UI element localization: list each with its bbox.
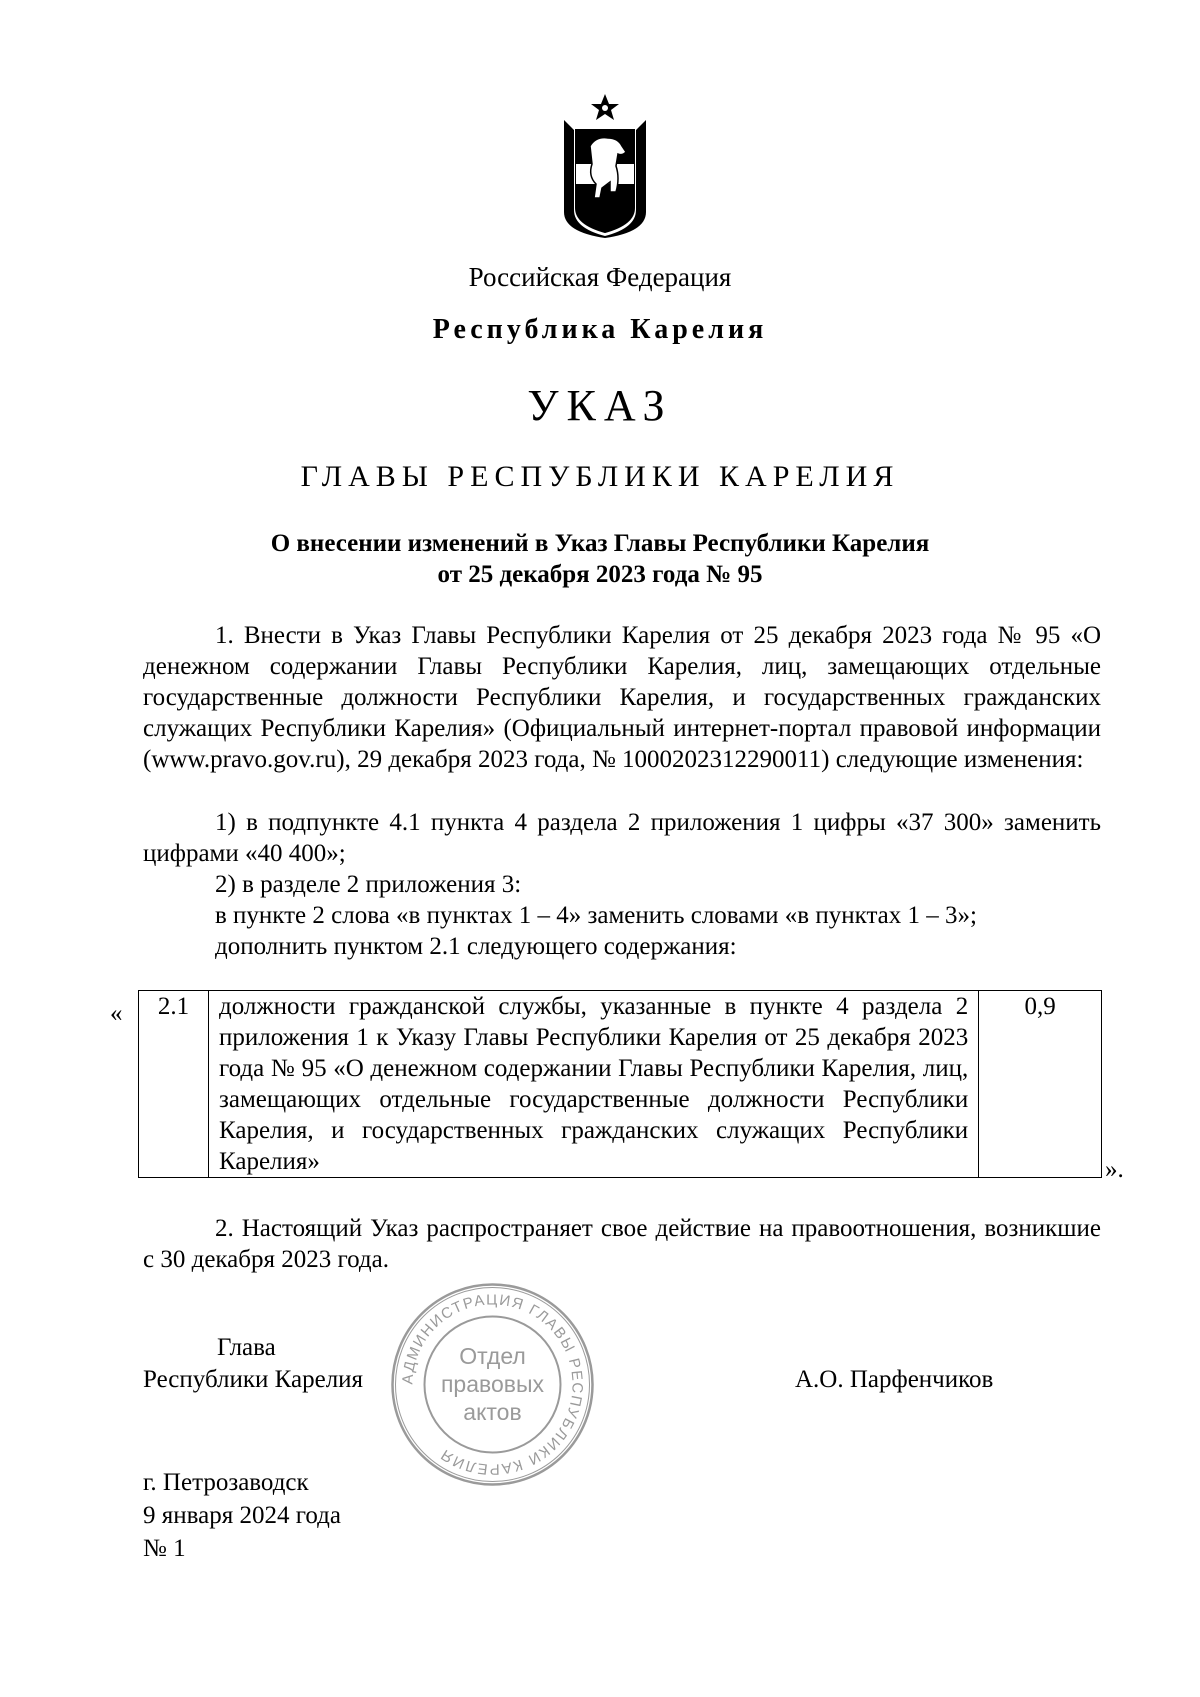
coat-of-arms-emblem <box>560 92 650 238</box>
clause-1-subitem-2b: дополнить пунктом 2.1 следующего содержания: <box>215 933 737 960</box>
clause-1-subitem-2a: в пункте 2 слова «в пунктах 1 – 4» заменить словами «в пунктах 1 – 3»; <box>215 902 977 929</box>
close-quote-mark: ». <box>1105 1156 1124 1183</box>
open-quote-mark: « <box>110 1000 123 1027</box>
signatory-title-line-2: Республики Карелия <box>143 1366 364 1393</box>
city: г. Петрозаводск <box>143 1469 309 1496</box>
decree-date: 9 января 2024 года <box>143 1502 341 1529</box>
clause-1-subitem-2: 2) в разделе 2 приложения 3: <box>215 871 522 898</box>
republic-heading: Республика Карелия <box>432 314 768 345</box>
official-stamp <box>390 1282 595 1487</box>
clause-1-subitem-1: 1) в подпункте 4.1 пункта 4 раздела 2 приложения 1 цифры «37 300» заменить цифрами «40 400»; <box>143 809 1101 867</box>
table-cell-text: должности гражданской службы, указанные в пункте 4 раздела 2 приложения 1 к Указу Главы Республики Карелия от 25 декабря 2023 года № 95 «О денежном содержании Главы Республики Карелия, лиц, замещающих отдельные государственные должности Республики Карелия, и государственных гражданских служащих Республики Карелия» <box>209 991 979 1178</box>
stamp-center-line-3: актов <box>463 1399 522 1425</box>
stamp-center-line-1: Отдел <box>459 1343 526 1369</box>
stamp-center-line-2: правовых <box>440 1371 545 1397</box>
clause-1: 1. Внести в Указ Главы Республики Карелия от 25 декабря 2023 года № 95 «О денежном содержании Главы Республики Карелия, лиц, замещающих отдельные государственные должности Республики Карелия, и государственных гражданских служащих Республики Карелия» (Официальный интернет-портал правовой информации (www.pravo.gov.ru), 29 декабря 2023 года, № 1000202312290011) следующие изменения: <box>143 622 1101 773</box>
table-row <box>139 991 1102 1178</box>
signatory-title-line-1: Глава <box>217 1334 276 1361</box>
stamp-ring-text: АДМИНИСТРАЦИЯ ГЛАВЫ РЕСПУБЛИКИ КАРЕЛИЯ <box>399 1291 586 1478</box>
decree-number: № 1 <box>143 1535 186 1562</box>
country-heading: Российская Федерация <box>468 262 732 292</box>
table-cell-coefficient: 0,9 <box>979 991 1102 1178</box>
insert-table <box>138 990 1102 1178</box>
subject-line-1: О внесении изменений в Указ Главы Республики Карелия <box>270 530 930 557</box>
clause-2: 2. Настоящий Указ распространяет свое действие на правоотношения, возникшие с 30 декабря 2023 года. <box>143 1215 1101 1273</box>
table-cell-number: 2.1 <box>139 991 209 1178</box>
document-subject <box>0 528 1200 590</box>
signatory-name: А.О. Парфенчиков <box>795 1366 994 1393</box>
subject-line-2: от 25 декабря 2023 года № 95 <box>437 561 763 588</box>
place-and-date-block <box>143 1466 341 1565</box>
document-type-title: УКАЗ <box>527 381 673 430</box>
issuer-heading: ГЛАВЫ РЕСПУБЛИКИ КАРЕЛИЯ <box>300 460 900 493</box>
